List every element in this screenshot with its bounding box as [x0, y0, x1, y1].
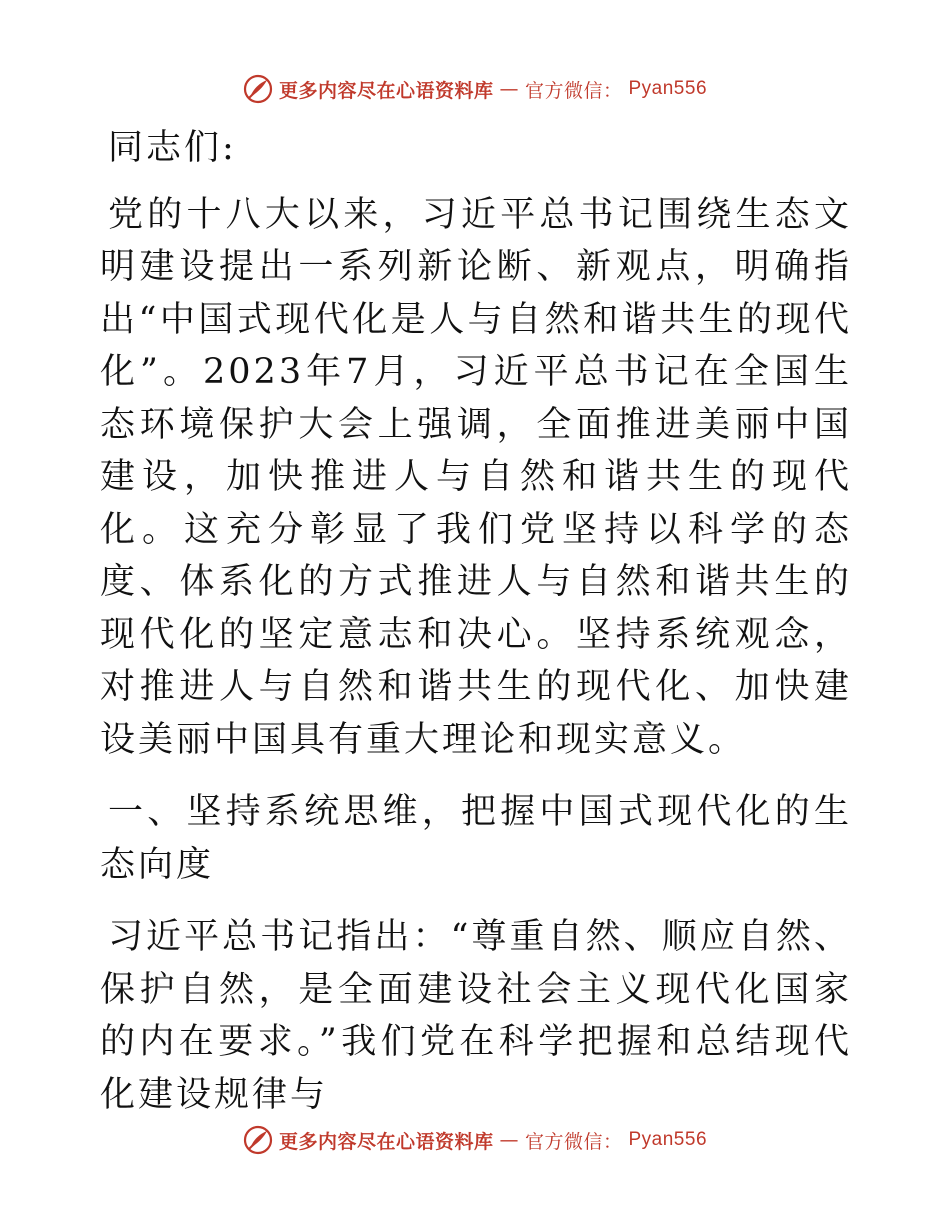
watermark-wechat-id: Pyan556: [628, 1129, 708, 1150]
watermark-text: 更多内容尽在心语资料库: [278, 1130, 494, 1153]
greeting: 同志们:: [108, 128, 237, 168]
watermark-wechat-label: 官方微信：: [524, 79, 623, 102]
paragraph-2: 习近平总书记指出：“尊重自然、顺应自然、保护自然，是全面建设社会主义现代化国家的内在要求。”我们党在科学把握和总结现代化建设规律与: [100, 917, 852, 1115]
watermark-wechat-id: Pyan556: [628, 78, 708, 99]
footer-watermark: [0, 1123, 950, 1157]
document-body: [100, 122, 852, 1121]
paragraph-1: 党的十八大以来，习近平总书记围绕生态文明建设提出一系列新论断、新观点，明确指出“中国式现代化是人与自然和谐共生的现代化”。2023年7月，习近平总书记在全国生态环境保护大会上强调，全面推进美丽中国建设，加快推进人与自然和谐共生的现代化。这充分彰显了我们党坚持以科学的态度、体系化的方式推进人与自然和谐共生的现代化的坚定意志和决心。坚持系统观念，对推进人与自然和谐共生的现代化、加快建设美丽中国具有重大理论和现实意义。: [100, 194, 852, 760]
quill-logo-icon: [243, 1125, 273, 1155]
watermark-wechat-label: 官方微信：: [524, 1130, 623, 1153]
watermark-separator: —: [499, 1129, 519, 1151]
header-watermark: [0, 72, 950, 106]
section-heading-1: 一、坚持系统思维，把握中国式现代化的生态向度: [100, 792, 852, 885]
watermark-separator: —: [499, 78, 519, 100]
quill-logo-icon: [243, 74, 273, 104]
watermark-text: 更多内容尽在心语资料库: [278, 79, 494, 102]
